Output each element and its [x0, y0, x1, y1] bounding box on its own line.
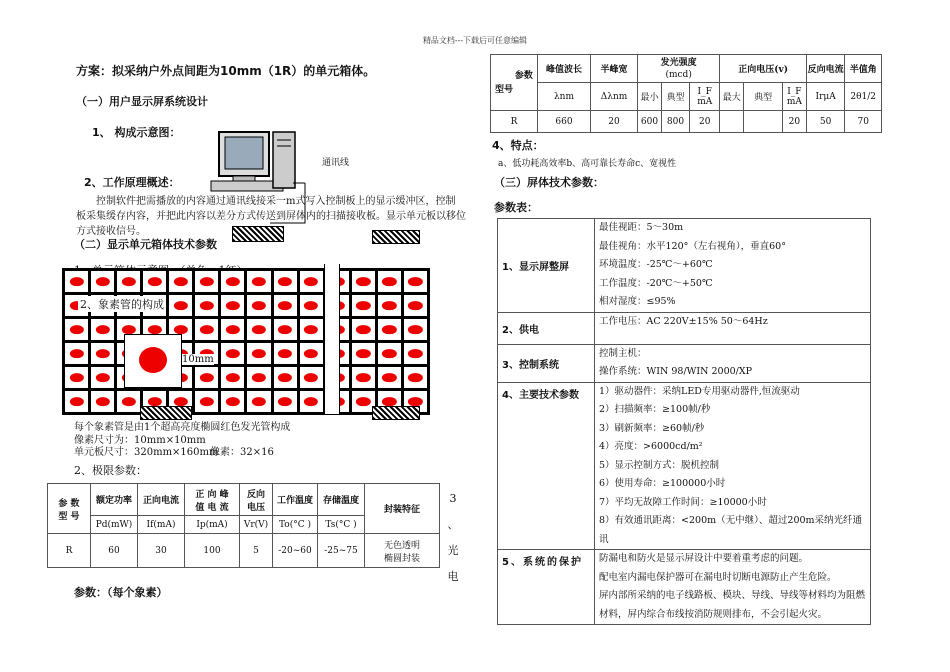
- pixel-dimension: 10mm: [182, 354, 214, 365]
- spec-value: [595, 344, 871, 382]
- limit-unit: To(°C ): [273, 516, 318, 534]
- led-dot-icon: [356, 301, 370, 311]
- spec-key: 2、供电: [498, 312, 595, 344]
- led-cell: [195, 367, 218, 388]
- led-dot-icon: [122, 325, 136, 335]
- led-dot-icon: [148, 277, 162, 287]
- photo-header-luminous-intensity: [637, 55, 719, 83]
- spec-line: 6）使用寿命：≥100000小时: [599, 478, 726, 489]
- photo-cell: 660: [537, 111, 590, 133]
- params-label: 参数表：: [494, 201, 538, 214]
- led-dot-icon: [382, 301, 396, 311]
- led-dot-icon: [408, 373, 422, 383]
- spec-line: 7）平均无故障工作时间：≥10000小时: [599, 496, 767, 508]
- photo-cell: 20: [591, 111, 638, 133]
- led-cell: [352, 271, 375, 292]
- led-dot-icon: [356, 373, 370, 383]
- led-cell: [404, 271, 427, 292]
- photo-cell: 600: [637, 111, 661, 133]
- limit-unit: Pd(mW): [91, 516, 138, 534]
- spec-value: [595, 219, 871, 313]
- photo-unit: λnm: [537, 83, 590, 111]
- spec-line: 材料，屏内综合布线按消防规则排布，不会引起火灾。: [599, 608, 828, 620]
- side-char: 光: [447, 544, 459, 557]
- led-dot-icon: [382, 325, 396, 335]
- led-dot-icon: [69, 373, 83, 383]
- led-cell: [274, 391, 297, 412]
- led-dot-icon: [252, 325, 266, 335]
- led-cell: [195, 391, 218, 412]
- led-cell: [117, 271, 140, 292]
- led-dot-icon: [278, 373, 292, 383]
- pixel-structure-overlay: 2、象素管的构成: [80, 298, 164, 311]
- photo-header-param-model: [491, 55, 538, 111]
- limit-cell: 无色透明 椭圆封装: [365, 534, 440, 568]
- led-cell: [221, 271, 244, 292]
- pixel-size: 像素尺寸为：10mm×10mm: [74, 435, 206, 446]
- led-dot-icon: [174, 397, 188, 407]
- doc-header: 精品文档---下载后可任意编辑: [422, 36, 528, 45]
- led-dot-icon: [304, 325, 318, 335]
- limit-header-work-temp: 工作温度: [273, 484, 318, 516]
- led-dot-icon: [278, 349, 292, 359]
- led-cell: [378, 319, 401, 340]
- led-cell: [404, 295, 427, 316]
- led-cell: [91, 391, 114, 412]
- led-dot-icon: [226, 397, 240, 407]
- led-cell: [91, 319, 114, 340]
- photo-unit: 2θ1/2: [845, 83, 882, 111]
- led-cell: [404, 319, 427, 340]
- spec-line: 工作温度：-20℃～+50℃: [599, 277, 713, 289]
- led-dot-icon: [200, 325, 214, 335]
- led-dot-icon: [304, 349, 318, 359]
- limit-unit: Vr(V): [240, 516, 273, 534]
- luminous-intensity-label: 发光强度: [660, 57, 697, 68]
- limit-unit: Ts(°C ): [318, 516, 365, 534]
- photo-unit: 典型: [744, 83, 783, 111]
- led-dot-icon: [200, 301, 214, 311]
- led-cell: [404, 343, 427, 364]
- limit-params-table: [47, 483, 440, 568]
- led-dot-icon: [95, 397, 109, 407]
- led-cell: [91, 367, 114, 388]
- led-cell: [378, 343, 401, 364]
- led-cell: [221, 319, 244, 340]
- panel-divider: [324, 264, 340, 414]
- led-dot-icon: [174, 325, 188, 335]
- photo-unit: I_F mA: [690, 83, 720, 111]
- pixel-description: 每个象素管是由1个超高亮度椭圆红色发光管构成: [74, 422, 291, 433]
- limit-cell: 100: [185, 534, 240, 568]
- limit-header-reverse-voltage: 反向 电压: [240, 484, 273, 516]
- spec-line: 屏内部所采纳的电子线路板、模块、导线、导线等材料均为阻燃: [599, 590, 866, 601]
- spec-line: 3）刷新频率：≥60帧/秒: [599, 422, 705, 434]
- led-dot-icon: [252, 301, 266, 311]
- limit-header-model: 参 数 型 号: [48, 484, 91, 534]
- spec-line: 1）驱动器件：采纳LED专用驱动器件,恒流驱动: [599, 385, 800, 397]
- led-dot-icon: [69, 325, 83, 335]
- led-cell: [378, 295, 401, 316]
- principle-line-3: 方式接收信号。: [76, 226, 146, 237]
- led-dot-icon: [200, 277, 214, 287]
- led-dot-icon: [304, 373, 318, 383]
- led-dot-icon: [69, 397, 83, 407]
- led-dot-icon: [408, 301, 422, 311]
- limit-cell: -25~75: [318, 534, 365, 568]
- photo-unit: I_F mA: [782, 83, 806, 111]
- section-3-heading: （三）屏体技术参数：: [494, 176, 604, 189]
- led-dot-icon: [252, 373, 266, 383]
- led-cell: [65, 391, 88, 412]
- led-cell: [91, 343, 114, 364]
- led-dot-icon: [174, 301, 188, 311]
- led-dot-icon: [69, 277, 83, 287]
- led-dot-icon: [95, 277, 109, 287]
- comm-line-label: 通讯线: [322, 158, 350, 168]
- led-dot-icon: [252, 277, 266, 287]
- side-char: 、: [447, 518, 459, 531]
- photo-cell: 50: [806, 111, 845, 133]
- led-dot-icon: [122, 277, 136, 287]
- limit-cell: 5: [240, 534, 273, 568]
- per-pixel-params-label: 参数：（每个象素）: [74, 586, 168, 599]
- limit-header-forward-current: 正向电流: [138, 484, 185, 516]
- led-dot-icon: [408, 397, 422, 407]
- led-cell: [274, 319, 297, 340]
- photo-unit: 典型: [661, 83, 689, 111]
- led-cell: [300, 295, 323, 316]
- pixel-count: 像素：32×16: [210, 447, 274, 458]
- led-dot-icon: [408, 349, 422, 359]
- led-dot-icon: [252, 349, 266, 359]
- led-dot-icon: [226, 277, 240, 287]
- led-cell: [117, 391, 140, 412]
- led-cell: [221, 367, 244, 388]
- limits-subheading: 2、极限参数：: [74, 464, 147, 477]
- spec-line: 4）亮度：>6000cd/m²: [599, 441, 703, 452]
- led-cell: [352, 343, 375, 364]
- led-dot-icon: [382, 397, 396, 407]
- photo-header-half-width: 半峰宽: [591, 55, 638, 83]
- photo-cell: [744, 111, 783, 133]
- spec-key: 1、显示屏整屏: [498, 219, 595, 313]
- led-dot-icon: [304, 301, 318, 311]
- led-dot-icon: [226, 373, 240, 383]
- led-dot-icon: [200, 397, 214, 407]
- led-cell: [378, 271, 401, 292]
- led-cell: [221, 343, 244, 364]
- photo-cell: [720, 111, 744, 133]
- led-dot-icon: [252, 397, 266, 407]
- led-dot-icon: [174, 277, 188, 287]
- led-dot-icon: [278, 325, 292, 335]
- led-dot-icon: [304, 397, 318, 407]
- led-dot-icon: [69, 349, 83, 359]
- photo-unit: Δλnm: [591, 83, 638, 111]
- photo-cell: 70: [845, 111, 882, 133]
- pixel-led-icon: [139, 347, 167, 373]
- screen-spec-table: [497, 218, 871, 625]
- led-cell: [274, 271, 297, 292]
- spec-value: [595, 382, 871, 550]
- led-cell: [221, 391, 244, 412]
- spec-line: 环境温度：-25℃～+60℃: [599, 259, 713, 270]
- proposal-title: 方案：拟采纳户外点间距为10mm（1R）的单元箱体。: [76, 64, 376, 78]
- limit-cell: 60: [91, 534, 138, 568]
- photo-header-reverse-current: 反向电流: [806, 55, 845, 83]
- led-dot-icon: [278, 301, 292, 311]
- led-cell: [274, 367, 297, 388]
- photo-cell: 20: [690, 111, 720, 133]
- photo-unit: 最小: [637, 83, 661, 111]
- photo-header-model: 型号: [495, 84, 514, 95]
- led-cell: [143, 271, 166, 292]
- led-dot-icon: [278, 397, 292, 407]
- principle-line-1: 控制软件把需播放的内容通过通讯线接采一m式写入控制板上的显示缓冲区，控制: [96, 196, 456, 207]
- led-cell: [247, 319, 270, 340]
- led-dot-icon: [226, 325, 240, 335]
- photoelectric-table: [490, 54, 882, 133]
- principle-line-2: 板采集缓存内容，并把此内容以差分方式传送到屏体内的扫描接收板。显示单元板以移位: [76, 211, 466, 222]
- subsection-principle: 2、工作原理概述：: [84, 176, 180, 189]
- section-1-heading: （一）用户显示屏系统设计: [76, 95, 208, 108]
- led-dot-icon: [356, 325, 370, 335]
- led-dot-icon: [408, 277, 422, 287]
- limit-cell: R: [48, 534, 91, 568]
- subsection-structure: 1、 构成示意图：: [92, 126, 181, 139]
- led-dot-icon: [278, 277, 292, 287]
- led-cell: [247, 271, 270, 292]
- spec-value: [595, 550, 871, 625]
- spec-line: 操作系统：WIN 98/WIN 2000/XP: [599, 366, 753, 377]
- spec-key: 3、控制系统: [498, 344, 595, 382]
- photo-header-peak-wavelength: 峰值波长: [537, 55, 590, 83]
- limit-header-power: 额定功率: [91, 484, 138, 516]
- led-cell: [274, 343, 297, 364]
- led-cell: [221, 295, 244, 316]
- led-cell: [247, 391, 270, 412]
- side-vertical-text: [446, 486, 460, 590]
- led-cell: [169, 271, 192, 292]
- led-cell: [300, 367, 323, 388]
- pixel-zoom-box: [124, 334, 182, 388]
- led-cell: [169, 295, 192, 316]
- spec-line: 工作电压：AC 220V±15% 50～64Hz: [599, 315, 768, 327]
- led-dot-icon: [95, 325, 109, 335]
- led-cell: [247, 295, 270, 316]
- photo-cell: 800: [661, 111, 689, 133]
- features-heading: 4、特点：: [492, 139, 544, 152]
- photo-cell: 20: [782, 111, 806, 133]
- luminous-intensity-unit: (mcd): [665, 69, 692, 80]
- spec-line: 最佳视距：5～30m: [599, 222, 684, 233]
- spec-key: 5、系统的保护: [498, 550, 595, 625]
- led-cell: [247, 343, 270, 364]
- led-cell: [300, 319, 323, 340]
- board-size: 单元板尺寸：320mm×160mm: [74, 447, 219, 458]
- section-2-heading: （二）显示单元箱体技术参数: [74, 238, 217, 251]
- led-dot-icon: [356, 277, 370, 287]
- led-dot-icon: [382, 349, 396, 359]
- keyboard-icon: [211, 181, 283, 191]
- photo-unit: IrμA: [806, 83, 845, 111]
- led-dot-icon: [356, 349, 370, 359]
- led-cell: [91, 271, 114, 292]
- photo-header-param: 参数: [514, 70, 533, 81]
- led-cell: [195, 271, 218, 292]
- spec-line: 最佳视角：水平120°（左右视角），垂直60°: [599, 240, 786, 252]
- photo-header-forward-voltage: 正向电压(v): [720, 55, 807, 83]
- led-dot-icon: [226, 301, 240, 311]
- led-cell: [352, 367, 375, 388]
- led-dot-icon: [200, 373, 214, 383]
- led-cell: [274, 295, 297, 316]
- features-text: a、低功耗高效率b、高可靠长寿命c、宽视性: [498, 159, 677, 169]
- spec-line: 5）显示控制方式：脱机控制: [599, 459, 720, 471]
- spec-value: [595, 312, 871, 344]
- control-board-block: [232, 226, 284, 242]
- limit-cell: -20~60: [273, 534, 318, 568]
- limit-unit: Ip(mA): [185, 516, 240, 534]
- led-cell: [247, 367, 270, 388]
- spec-line: 2）扫描频率：≥100帧/秒: [599, 404, 711, 415]
- led-cell: [300, 343, 323, 364]
- led-dot-icon: [95, 373, 109, 383]
- led-dot-icon: [226, 349, 240, 359]
- receiver-board-block: [372, 230, 420, 244]
- spec-key: 4、主要技术参数: [498, 382, 595, 550]
- led-cell: [352, 319, 375, 340]
- led-cell: [65, 319, 88, 340]
- led-cell: [300, 271, 323, 292]
- led-cell: [195, 319, 218, 340]
- photo-unit: 最大: [720, 83, 744, 111]
- led-cell: [300, 391, 323, 412]
- led-dot-icon: [148, 397, 162, 407]
- led-dot-icon: [95, 349, 109, 359]
- led-dot-icon: [148, 325, 162, 335]
- led-dot-icon: [356, 397, 370, 407]
- side-char: 3: [449, 492, 457, 505]
- led-cell: [352, 295, 375, 316]
- spec-line: 控制主机：: [599, 347, 647, 359]
- led-cell: [378, 367, 401, 388]
- spec-line: 防漏电和防火是显示屏设计中要着重考虑的问题。: [599, 553, 809, 564]
- spec-line: 配电室内漏电保护器可在漏电时切断电源防止产生危险。: [599, 571, 837, 583]
- spec-line: 相对湿度：≤95%: [599, 296, 676, 307]
- limit-header-package: 封装特征: [365, 484, 440, 534]
- side-char: 电: [447, 570, 459, 583]
- spec-line: 8）有效通讯距离：<200m（无中继）、超过200m采纳光纤通讯: [599, 515, 863, 545]
- led-dot-icon: [408, 325, 422, 335]
- limit-header-peak-current: 正 向 峰 值 电 流: [185, 484, 240, 516]
- led-unit-panel: [62, 268, 430, 415]
- led-cell: [65, 367, 88, 388]
- limit-header-storage-temp: 存储温度: [318, 484, 365, 516]
- limit-cell: 30: [138, 534, 185, 568]
- panel-connector-2: [372, 406, 420, 420]
- led-cell: [195, 295, 218, 316]
- led-dot-icon: [122, 397, 136, 407]
- led-cell: [65, 343, 88, 364]
- led-dot-icon: [304, 277, 318, 287]
- photo-cell: R: [491, 111, 538, 133]
- photo-header-half-angle: 半值角: [845, 55, 882, 83]
- led-dot-icon: [382, 277, 396, 287]
- limit-unit: If(mA): [138, 516, 185, 534]
- led-cell: [65, 271, 88, 292]
- led-cell: [404, 367, 427, 388]
- led-dot-icon: [382, 373, 396, 383]
